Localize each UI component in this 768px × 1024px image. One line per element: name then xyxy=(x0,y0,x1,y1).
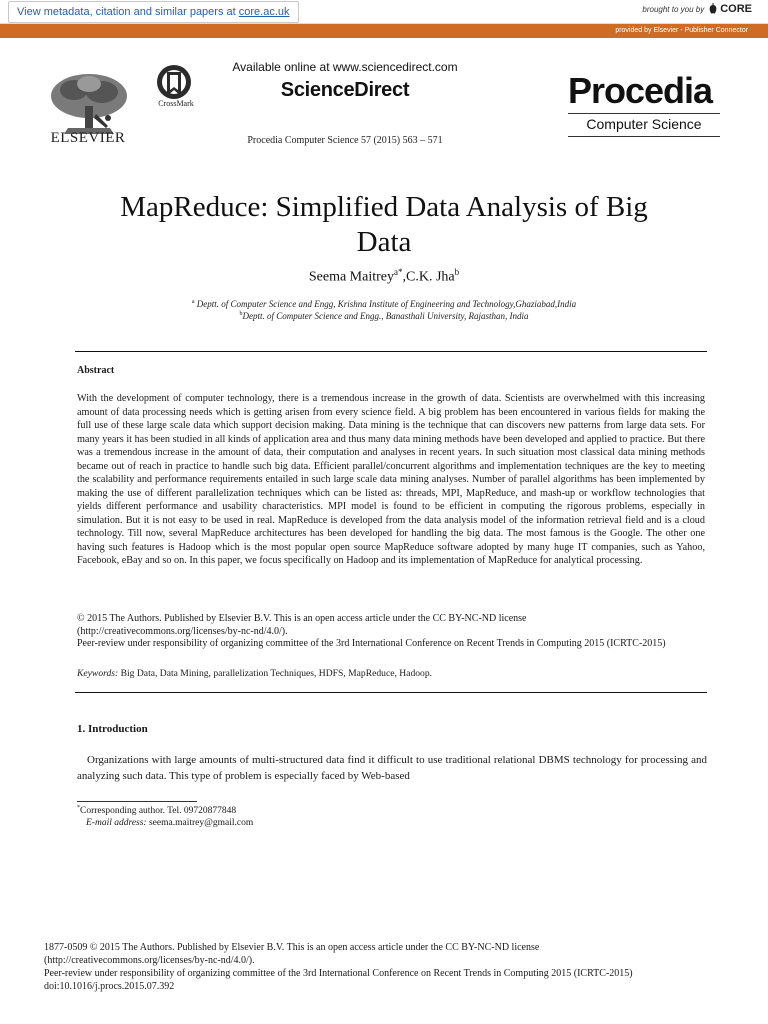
abstract-top-rule xyxy=(75,351,707,352)
elsevier-wordmark: ELSEVIER xyxy=(50,130,126,146)
bottom-license-link[interactable]: (http://creativecommons.org/licenses/by-nc-nd/4.0/). xyxy=(44,955,255,966)
affiliation-a-mark: a xyxy=(191,299,195,305)
core-logo xyxy=(708,3,752,15)
paper-title xyxy=(80,190,688,260)
crossmark-label: CrossMark xyxy=(158,99,194,108)
authors xyxy=(80,267,688,286)
copyright-line: © 2015 The Authors. Published by Elsevier B.V. This is an open access article under the CC BY-NC-ND license xyxy=(77,613,527,624)
core-host-link[interactable]: core.ac.uk xyxy=(238,6,290,18)
introduction-body: Organizations with large amounts of multi-structured data find it difficult to use traditional relational DBMS technology for processing and analyzing such data. This type of problem is especially faced by Web-based xyxy=(77,754,707,782)
bottom-publication-info xyxy=(44,941,724,993)
core-brand[interactable] xyxy=(642,3,752,15)
email-address[interactable]: seema.maitrey@gmail.com xyxy=(146,818,254,828)
keywords xyxy=(77,668,705,679)
keywords-label: Keywords: xyxy=(77,668,119,679)
sciencedirect-wordmark: ScienceDirect xyxy=(280,79,410,101)
procedia-subtitle: Computer Science xyxy=(586,116,702,132)
email-label: E-mail address: xyxy=(86,818,147,828)
bottom-peer-review: Peer-review under responsibility of organizing committee of the 3rd International Conference on Recent Trends in Computing 2015 (ICRTC-2015) xyxy=(44,968,633,979)
brought-by-text: brought to you by xyxy=(642,4,705,14)
abstract-bottom-rule xyxy=(75,692,707,693)
license-link[interactable]: (http://creativecommons.org/licenses/by-nc-nd/4.0/). xyxy=(77,625,288,637)
copyright-block xyxy=(77,613,705,651)
author-1: Seema Maitrey xyxy=(308,269,394,285)
procedia-bottom-rule xyxy=(568,136,720,137)
core-banner xyxy=(0,0,768,24)
corresponding-author-note xyxy=(77,805,577,816)
journal-reference: Procedia Computer Science 57 (2015) 563 – 571 xyxy=(247,135,443,146)
core-name: CORE xyxy=(720,3,752,15)
affiliation-a-text: Deptt. of Computer Science and Engg, Krishna Institute of Engineering and Technology,Ghaziabad,India xyxy=(194,299,577,309)
doi[interactable]: doi:10.1016/j.procs.2015.07.392 xyxy=(44,981,175,992)
introduction-heading: 1. Introduction xyxy=(77,723,148,735)
affiliation-b-text: Deptt. of Computer Science and Engg., Banasthali University, Rajasthan, India xyxy=(242,311,529,321)
abstract-heading: Abstract xyxy=(77,365,115,376)
provider-bar xyxy=(0,24,768,38)
procedia-wordmark: Procedia xyxy=(568,70,713,111)
peer-review-line: Peer-review under responsibility of organizing committee of the 3rd International Conference on Recent Trends in Computing 2015 (ICRTC-2015) xyxy=(77,638,666,649)
email-note xyxy=(86,818,586,828)
available-online: Available online at www.sciencedirect.com xyxy=(232,60,458,74)
core-apple-icon xyxy=(708,3,718,15)
procedia-divider xyxy=(568,113,720,114)
affiliation-b-mark: b xyxy=(239,311,243,317)
affiliation-b xyxy=(80,311,688,321)
provided-by-text: provided by Elsevier - Publisher Connector xyxy=(615,27,748,34)
corresponding-mark: * xyxy=(77,805,80,811)
abstract-body: With the development of computer technology, there is a tremendous increase in the growth of data. Scientists are overwhelmed with this increasing amount of data processing needs which is getting arisen from every science field. A big problem has been encountered in various fields for making the full use of these large scale data which support decision making. Data mining is the technique that can discovers new patterns from large data sets. For many years it has been studied in all kinds of application area and thus many data mining methods have been developed and applied to practice. But there was a tremendous increase in the amount of data, their computation and analyses in recent years. In such situation most classical data mining methods became out of reach in practice to handle such big data. Efficient parallel/concurrent algorithms and implementation techniques are the key to meeting the scalability and performance requirements entailed in such large scale data mining analyses. Number of parallel algorithms has been implemented by making the use of different parallelization techniques which can be listed as: threads, MPI, MapReduce, and mash-up or workflow technologies that yields different performance and usability characteristics. MPI model is found to be efficient in computing the rigorous problems, especially in simulation. But it is not easy to be used in real. MapReduce is developed from the data analysis model of the information retrieval field and is a cloud technology. Till now, several MapReduce architectures has been developed for handling the big data. The most famous is the Google. The other one having such features is Hadoop which is the most popular open source MapReduce software adopted by many huge IT companies, such as Yahoo, Facebook, eBay and so on. In this paper, we focus specifically on Hadoop and its implementation of MapReduce for analytical processing. xyxy=(77,393,705,566)
corresponding-text: Corresponding author. Tel. 09720877848 xyxy=(80,806,237,817)
footnote-rule xyxy=(77,801,197,802)
author-1-sup: a* xyxy=(394,267,403,277)
issn-line: 1877-0509 © 2015 The Authors. Published by Elsevier B.V. This is an open access article under the CC BY-NC-ND license xyxy=(44,942,540,953)
keywords-list: Big Data, Data Mining, parallelization Techniques, HDFS, MapReduce, Hadoop. xyxy=(118,668,433,679)
author-2-sup: b xyxy=(454,267,460,277)
view-metadata-link[interactable] xyxy=(8,1,299,23)
author-2: ,C.K. Jha xyxy=(402,269,455,285)
affiliation-a xyxy=(80,299,688,309)
metadata-link-text: View metadata, citation and similar papers at xyxy=(17,6,236,18)
title-line-2: Data xyxy=(356,226,412,258)
title-line-1: MapReduce: Simplified Data Analysis of Big xyxy=(120,191,648,223)
procedia-logo xyxy=(558,62,730,140)
